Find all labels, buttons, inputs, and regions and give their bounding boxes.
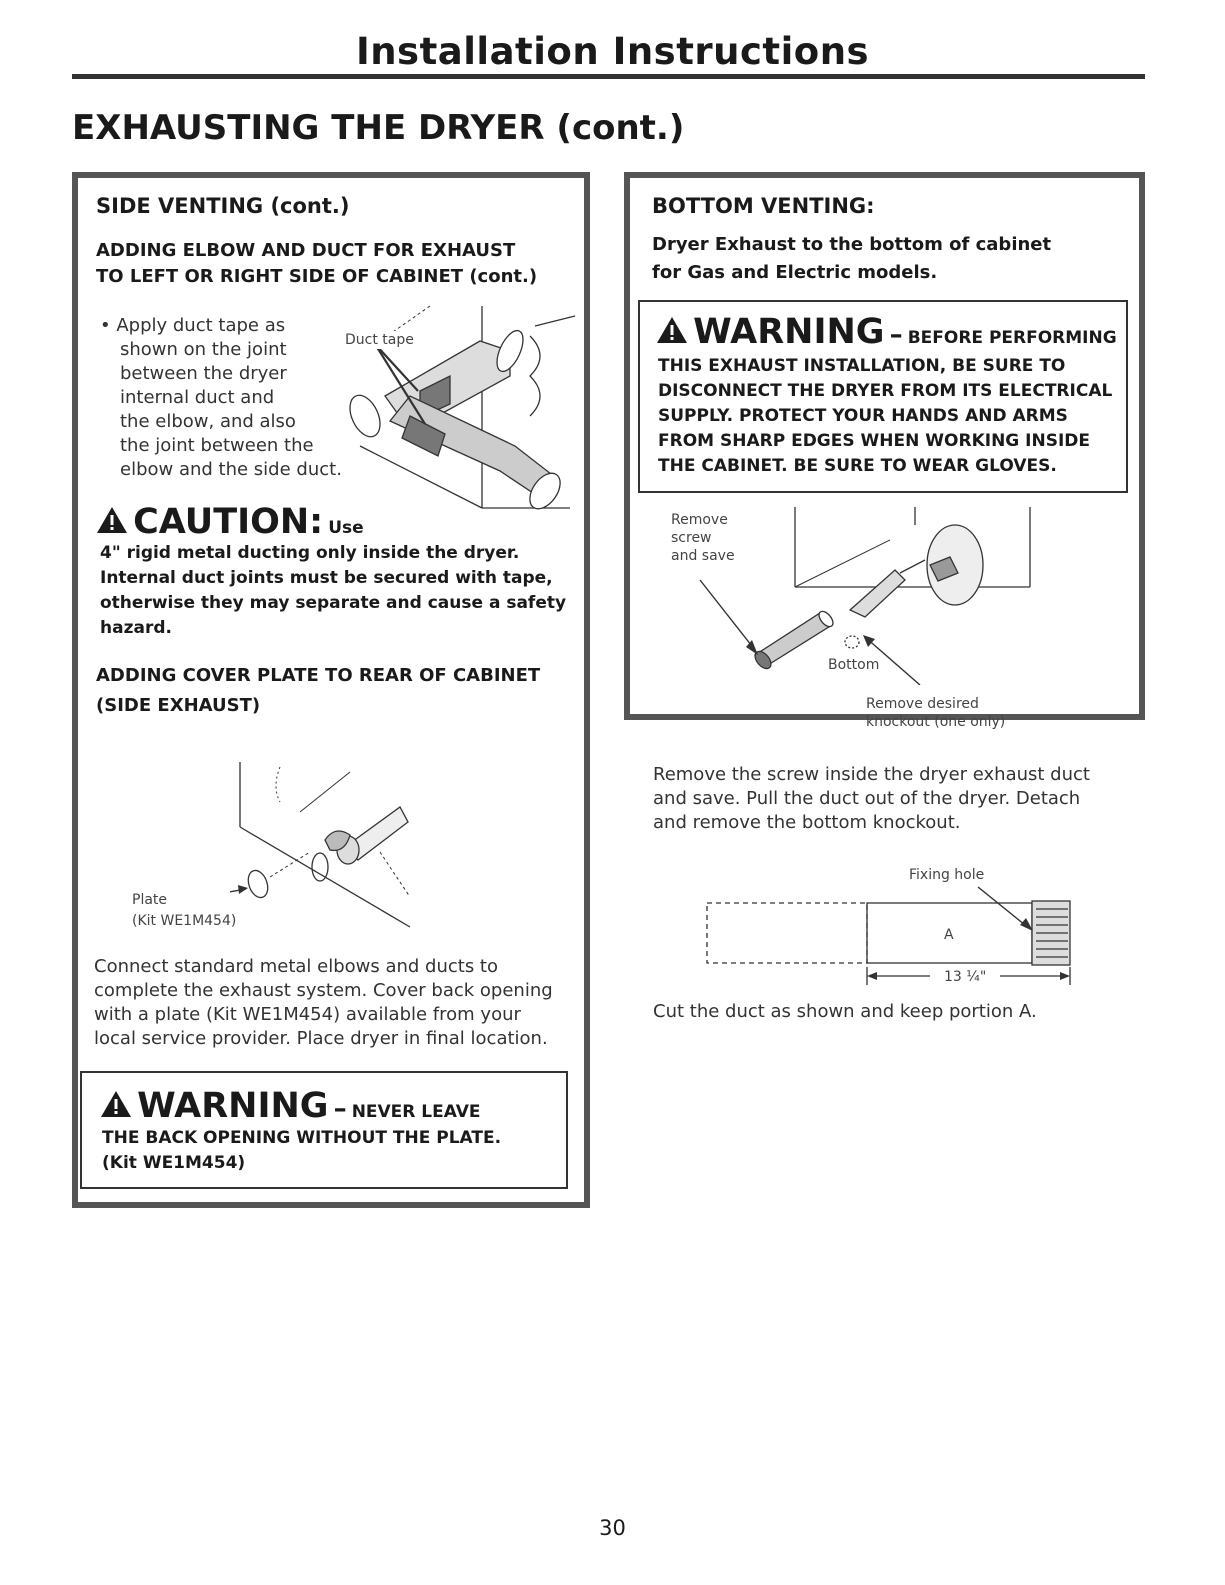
connect-instructions: Connect standard metal elbows and ducts to complete the exhaust system. Cover back opening with a plate (Kit WE1M454) available from your local service provider. Place dryer in final location.	[94, 956, 553, 1049]
bottom-venting-heading: BOTTOM VENTING:	[652, 194, 875, 218]
apply-tape-instructions: • Apply duct tape as shown on the joint between the dryer internal duct and the elbow, and also the joint between the elbow and the side duct.	[100, 315, 342, 480]
section-title: EXHAUSTING THE DRYER (cont.)	[72, 108, 685, 148]
bottom-venting-warning-text: THIS EXHAUST INSTALLATION, BE SURE TO DISCONNECT THE DRYER FROM ITS ELECTRICAL SUPPLY. PROTECT YOUR HANDS AND ARMS FROM SHARP EDGES WHEN WORKING INSIDE THE CABINET. BE SURE TO WEAR GLOVES.	[658, 356, 1113, 476]
remove-screw-instructions: Remove the screw inside the dryer exhaust duct and save. Pull the duct out of the dryer. Detach and remove the bottom knockout.	[653, 764, 1090, 833]
warning-triangle-icon	[656, 328, 693, 347]
header-rule	[72, 74, 1145, 79]
bottom-label: Bottom	[828, 657, 880, 673]
bottom-venting-warning-heading: WARNING – BEFORE PERFORMING	[656, 312, 1117, 352]
plate-label: Plate	[132, 892, 168, 908]
page-number: 30	[599, 1516, 626, 1540]
cover-plate-illustration	[230, 752, 430, 937]
knockout-label: Remove desired knockout (one only)	[866, 696, 1006, 730]
cover-plate-heading: ADDING COVER PLATE TO REAR OF CABINET (SIDE EXHAUST)	[96, 665, 541, 716]
remove-screw-label: Remove screw and save	[671, 512, 735, 564]
duct-tape-label: Duct tape	[345, 332, 414, 348]
caution-heading: CAUTION: Use	[96, 502, 364, 542]
fixing-hole-label: Fixing hole	[909, 867, 985, 883]
duct-tape-illustration	[330, 296, 585, 518]
page-header-title: Installation Instructions	[355, 30, 870, 73]
plate-kit-label: (Kit WE1M454)	[132, 913, 237, 929]
caution-text: 4" rigid metal ducting only inside the dryer. Internal duct joints must be secured with tape, otherwise they may separate and cause a safety hazard.	[100, 543, 567, 638]
warning-triangle-icon	[100, 1102, 137, 1121]
bottom-venting-subheading: Dryer Exhaust to the bottom of cabinet for Gas and Electric models.	[652, 234, 1052, 283]
portion-a-label: A	[944, 927, 954, 943]
duct-cut-diagram	[700, 885, 1080, 995]
caution-triangle-icon	[96, 518, 133, 537]
back-opening-warning-text: THE BACK OPENING WITHOUT THE PLATE. (Kit WE1M454)	[102, 1128, 502, 1173]
side-venting-heading: SIDE VENTING (cont.)	[96, 194, 350, 218]
back-opening-warning-heading: WARNING – NEVER LEAVE	[100, 1086, 481, 1126]
duct-length-dimension: 13 ¼"	[944, 969, 987, 985]
cut-duct-instruction: Cut the duct as shown and keep portion A.	[653, 1001, 1037, 1022]
elbow-duct-heading: ADDING ELBOW AND DUCT FOR EXHAUST TO LEFT OR RIGHT SIDE OF CABINET (cont.)	[96, 240, 538, 287]
